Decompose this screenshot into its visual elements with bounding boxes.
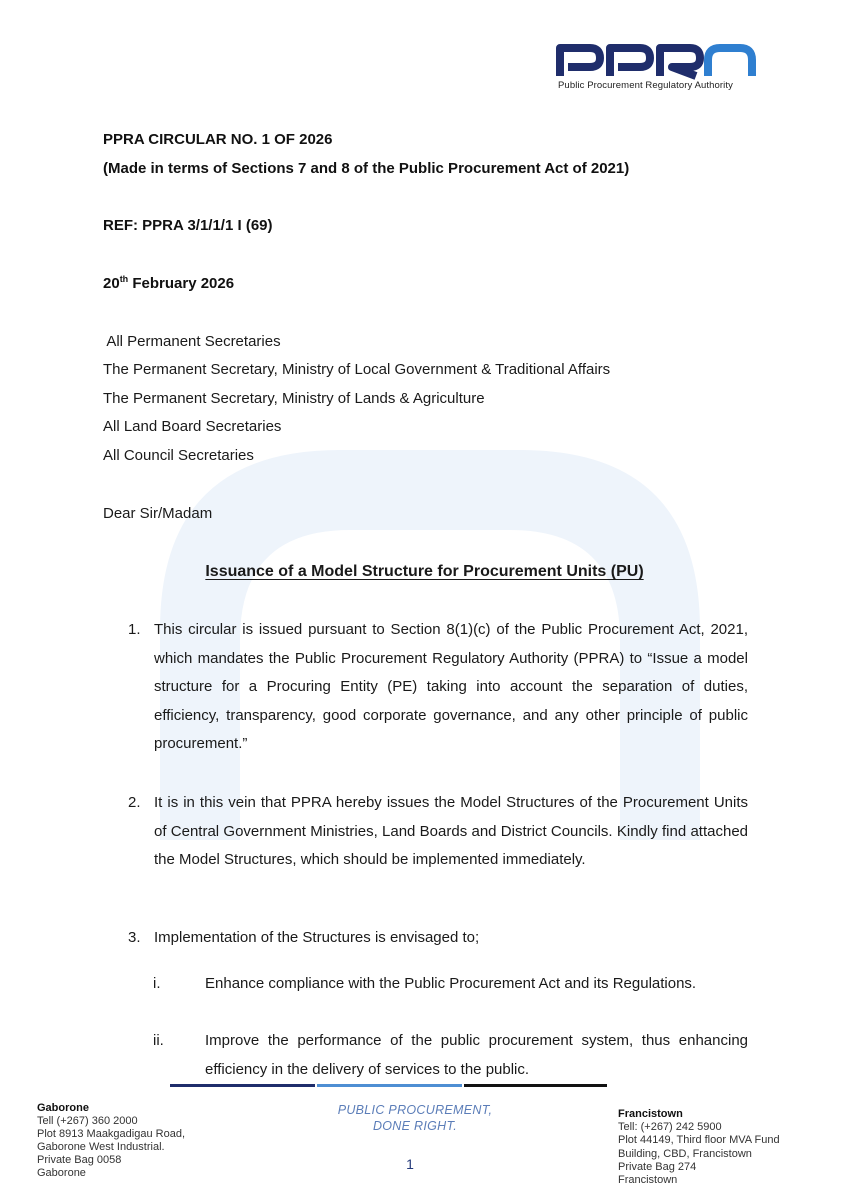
- roman-list-item: [153, 1027, 748, 1084]
- footer-address-line: Tell: (+267) 242 5900: [618, 1121, 722, 1134]
- footer-address-line: Gaborone: [37, 1167, 86, 1179]
- footer-office-title: Gaborone: [37, 1102, 89, 1114]
- date-rest: February 2026: [128, 275, 235, 292]
- footer-francistown-address: [618, 1108, 780, 1187]
- paragraph-text: Implementation of the Structures is envisaged to;: [154, 929, 480, 946]
- numbered-paragraph: [128, 924, 748, 953]
- circular-date: [103, 275, 234, 292]
- salutation: Dear Sir/Madam: [103, 505, 213, 522]
- footer-address-line: Gaborone West Industrial.: [37, 1141, 165, 1153]
- numbered-paragraph: [128, 616, 748, 759]
- list-item-text: Improve the performance of the public procurement system, thus enhancing efficiency in the delivery of services to the public.: [205, 1032, 748, 1078]
- paragraph-text: This circular is issued pursuant to Section 8(1)(c) of the Public Procurement Act, 2021, which mandates the Public Procurement Regulatory Authority (PPRA) to “Issue a model structure for a Procuring Entity (PE) taking into account the separation of duties, efficiency, transparency, good corporate governance, and any other principle of public procurement.”: [154, 621, 748, 753]
- footer-address-line: Tell (+267) 360 2000: [37, 1115, 138, 1127]
- slogan-line: DONE RIGHT.: [372, 1119, 458, 1133]
- footer-slogan: [300, 1102, 530, 1134]
- footer-address-line: Plot 44149, Third floor MVA Fund: [618, 1134, 780, 1147]
- list-item-number: i.: [153, 975, 161, 992]
- logo-tagline: Public Procurement Regulatory Authority: [558, 80, 733, 91]
- list-item-number: ii.: [153, 1032, 164, 1049]
- recipient-line: The Permanent Secretary, Ministry of Lands & Agriculture: [103, 390, 485, 407]
- list-item-text: Enhance compliance with the Public Procurement Act and its Regulations.: [205, 975, 697, 992]
- subject-text: Issuance of a Model Structure for Procurement Units (PU): [205, 563, 644, 580]
- numbered-paragraph: [128, 789, 748, 875]
- reference-number: REF: PPRA 3/1/1/1 I (69): [103, 217, 273, 234]
- circular-title: PPRA CIRCULAR NO. 1 OF 2026: [103, 131, 333, 148]
- paragraph-number: 2.: [128, 794, 141, 811]
- paragraph-number: 3.: [128, 929, 141, 946]
- date-day: 20: [103, 275, 120, 292]
- footer-address-line: Private Bag 0058: [37, 1154, 122, 1166]
- footer-divider-dark: [464, 1084, 607, 1087]
- roman-list-item: [153, 970, 748, 999]
- footer-address-line: Plot 8913 Maakgadigau Road,: [37, 1128, 185, 1140]
- recipient-line: All Council Secretaries: [103, 447, 254, 464]
- footer-office-title: Francistown: [618, 1108, 683, 1120]
- footer-gaborone-address: [37, 1102, 185, 1180]
- footer-divider-navy: [170, 1084, 315, 1087]
- footer-address-line: Building, CBD, Francistown: [618, 1147, 752, 1160]
- footer-divider-blue: [317, 1084, 462, 1087]
- paragraph-number: 1.: [128, 621, 141, 638]
- date-suffix: th: [119, 274, 129, 284]
- footer-address-line: Francistown: [618, 1174, 678, 1187]
- circular-subtitle: (Made in terms of Sections 7 and 8 of the Public Procurement Act of 2021): [103, 160, 630, 177]
- recipient-line: The Permanent Secretary, Ministry of Local Government & Traditional Affairs: [103, 361, 611, 378]
- slogan-line: PUBLIC PROCUREMENT,: [337, 1103, 493, 1117]
- subject-heading: [0, 563, 849, 581]
- recipient-line: All Land Board Secretaries: [103, 418, 282, 435]
- page-number: 1: [406, 1156, 414, 1172]
- footer-address-line: Private Bag 274: [618, 1160, 697, 1173]
- recipient-line: All Permanent Secretaries: [103, 333, 281, 350]
- paragraph-text: It is in this vein that PPRA hereby issues the Model Structures of the Procurement Units of Central Government Ministries, Land Boards and District Councils. Kindly find attached the Model Structures, which should be implemented immediately.: [154, 794, 748, 869]
